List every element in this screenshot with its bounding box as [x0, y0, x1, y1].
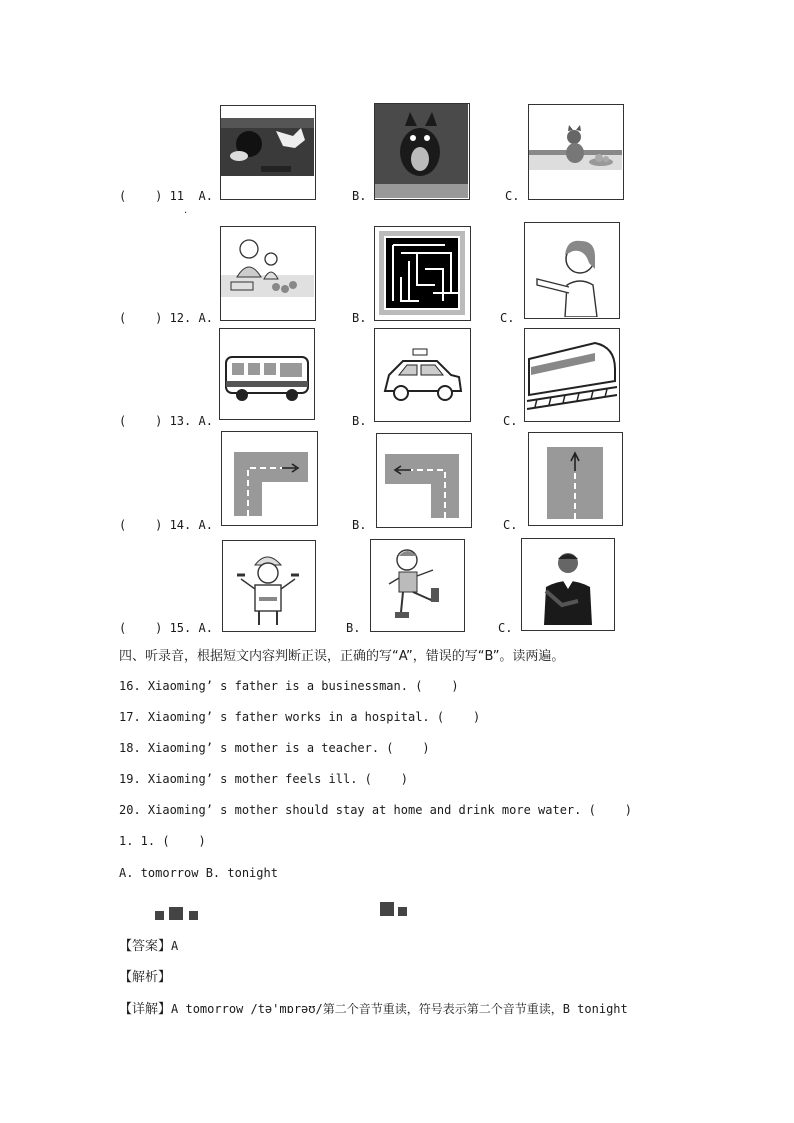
q14-c-label: C.	[503, 518, 518, 532]
boy-roller-skating-icon	[370, 539, 465, 632]
answer-options: A. tomorrow B. tonight	[119, 866, 278, 880]
detail-label: 【详解】	[119, 1002, 172, 1017]
statement-20: 20. Xiaoming’ s mother should stay at home and drink more water. ( )	[119, 803, 632, 817]
answer-value: A	[171, 939, 179, 953]
go-straight-road-icon	[528, 432, 623, 526]
turn-left-road-icon	[376, 433, 472, 528]
q12-label: ( ) 12. A.	[119, 311, 213, 325]
q14-label: ( ) 14. A.	[119, 518, 213, 532]
answer-item: 1. 1. ( )	[119, 834, 206, 848]
man-in-shirt-icon	[521, 538, 615, 631]
q11-label: ( ) 11 A.	[119, 189, 213, 203]
answer-label: 【答案】	[119, 939, 172, 954]
taxi-icon	[374, 328, 471, 422]
cartoon-animal-dark-icon	[374, 103, 470, 200]
cat-and-food-icon	[528, 104, 624, 200]
q15-label: ( ) 15. A.	[119, 621, 213, 635]
girl-pointing-icon	[524, 222, 620, 319]
detail-line	[119, 998, 628, 1017]
maze-grid-icon	[374, 226, 471, 321]
statement-16: 16. Xiaoming’ s father is a businessman. ( )	[119, 679, 459, 693]
statement-19: 19. Xiaoming’ s mother feels ill. ( )	[119, 772, 408, 786]
stress-pattern-a	[155, 906, 205, 925]
section4-title: 四、听录音，根据短文内容判断正误，正确的写“A”，错误的写“B”。读两遍。	[119, 649, 565, 664]
stress-pattern-b	[380, 902, 412, 922]
q15-c-label: C.	[498, 621, 513, 635]
q12-b-label: B.	[352, 311, 367, 325]
worker-with-wrench-icon	[222, 540, 316, 632]
q13-c-label: C.	[503, 414, 518, 428]
answer-line	[119, 935, 178, 954]
statement-17: 17. Xiaoming’ s father works in a hospital. ( )	[119, 710, 481, 724]
bus-icon	[219, 328, 315, 420]
q13-label: ( ) 13. A.	[119, 414, 213, 428]
cartoon-dark-scene-icon	[220, 105, 316, 200]
q11-c-label: C.	[505, 189, 520, 203]
statement-18: 18. Xiaoming’ s mother is a teacher. ( )	[119, 741, 430, 755]
analysis-label: 【解析】	[119, 970, 172, 985]
q14-b-label: B.	[352, 518, 367, 532]
turn-right-road-icon	[221, 431, 318, 526]
q11-b-label: B.	[352, 189, 367, 203]
detail-text: A tomorrow /tə'mɒrəʊ/第二个音节重读，符号表示第二个音节重读，B tonight	[171, 1002, 628, 1016]
mother-and-child-baking-icon	[220, 226, 316, 321]
train-icon	[524, 328, 620, 422]
q13-b-label: B.	[352, 414, 367, 428]
q12-c-label: C.	[500, 311, 515, 325]
q15-b-label: B.	[346, 621, 361, 635]
